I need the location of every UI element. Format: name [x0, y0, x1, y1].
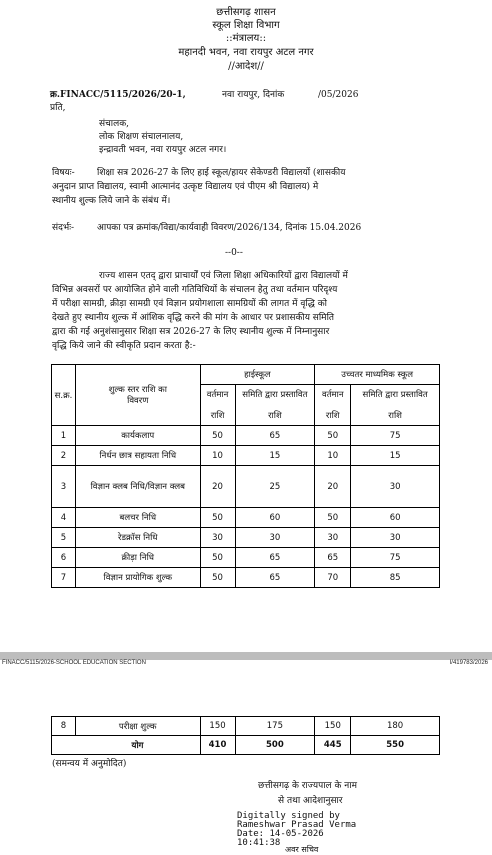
fee-table [51, 364, 440, 588]
cell-hss-proposed: 180 [351, 717, 440, 736]
footer-receipt-number: I/419783/2026 [449, 660, 488, 666]
header-hs-proposed: समिति द्वारा प्रस्तावित राशि [235, 385, 315, 426]
header-ministry: ::मंत्रालय:: [225, 33, 267, 44]
subject-line-1: शिक्षा सत्र 2026-27 के लिए हाई स्कूल/हायर सेकेण्डरी विद्यालयों (शासकीय [97, 168, 346, 178]
signature-line-1: Digitally signed by [237, 811, 340, 821]
subject-line-3: स्थानीय शुल्क लिये जाने के संबंध में। [52, 196, 171, 206]
approval-note: (समन्वय में अनुमोदित) [52, 759, 127, 769]
cell-hss-proposed: 30 [351, 466, 440, 508]
body-line-1: राज्य शासन एतद् द्वारा प्राचार्यों एवं जिला शिक्षा अधिकारियों द्वारा विद्यालयों में [99, 271, 348, 281]
cell-sno: 2 [52, 446, 76, 466]
cell-hss-current: 50 [315, 508, 351, 528]
cell-hs-current: 50 [200, 548, 235, 568]
table-row [52, 426, 440, 446]
footer-file-reference: FINACC/5115/2026-SCHOOL EDUCATION SECTION [2, 660, 146, 666]
address-line-1: संचालक, [99, 119, 130, 129]
cell-hss-current: 20 [315, 466, 351, 508]
cell-total-hss-current: 445 [315, 736, 351, 755]
cell-sno: 3 [52, 466, 76, 508]
address-line-3: इन्द्रावती भवन, नवा रायपुर अटल नगर। [99, 145, 227, 155]
signature-designation: अवर सचिव [285, 845, 319, 854]
cell-name: बलचर निधि [75, 508, 200, 528]
table-total-row [52, 736, 440, 755]
cell-name: रेडक्रॉस निधि [75, 528, 200, 548]
cell-sno: 7 [52, 568, 76, 588]
cell-hs-proposed: 15 [235, 446, 315, 466]
cell-hss-proposed: 75 [351, 548, 440, 568]
table-row [52, 568, 440, 588]
signoff-line-1: छत्तीसगढ़ के राज्यपाल के नाम [258, 781, 357, 791]
cell-sno: 8 [52, 717, 76, 736]
cell-hss-current: 150 [315, 717, 351, 736]
signature-date: Date: 14-05-2026 [237, 829, 324, 839]
cell-name: विज्ञान प्रायोगिक शुल्क [75, 568, 200, 588]
cell-total-hs-current: 410 [200, 736, 235, 755]
table-row [52, 446, 440, 466]
cell-hs-proposed: 175 [235, 717, 315, 736]
cell-hs-current: 10 [200, 446, 235, 466]
header-fee-description: शुल्क स्तर राशि का विवरण [75, 365, 200, 426]
cell-hs-proposed: 65 [235, 568, 315, 588]
header-hss-current: वर्तमान राशि [315, 385, 351, 426]
document-page-2 [0, 660, 492, 852]
cell-hss-current: 50 [315, 426, 351, 446]
cell-hss-current: 30 [315, 528, 351, 548]
cell-hss-proposed: 15 [351, 446, 440, 466]
reference-label: संदर्भः- [52, 223, 75, 233]
header-sno: स.क्र. [52, 365, 76, 426]
cell-total-hss-proposed: 550 [351, 736, 440, 755]
cell-hs-proposed: 65 [235, 426, 315, 446]
cell-hs-proposed: 25 [235, 466, 315, 508]
cell-hs-current: 50 [200, 508, 235, 528]
cell-total-label: योग [75, 736, 200, 755]
page-separator [0, 652, 492, 660]
cell-hs-proposed: 60 [235, 508, 315, 528]
cell-hs-current: 150 [200, 717, 235, 736]
cell-sno: 5 [52, 528, 76, 548]
header-hss-proposed: समिति द्वारा प्रस्तावित राशि [351, 385, 440, 426]
table-header-row-1 [52, 365, 440, 385]
cell-name: विज्ञान क्लब निधि/विज्ञान क्लब [75, 466, 200, 508]
header-address: महानदी भवन, नवा रायपुर अटल नगर [178, 47, 314, 58]
cell-sno: 1 [52, 426, 76, 446]
table-row [52, 717, 440, 736]
body-line-2: विभिन्न अवसरों पर आयोजित होने वाली गतिविधियों के संचालन हेतु तथा वर्तमान परिदृश्य [52, 285, 338, 295]
cell-hss-current: 65 [315, 548, 351, 568]
header-high-school: हाईस्कूल [200, 365, 315, 385]
body-line-6: वृद्धि किये जाने की स्वीकृति प्रदान करता है:- [52, 341, 196, 351]
cell-hss-proposed: 30 [351, 528, 440, 548]
table-row [52, 528, 440, 548]
prati-label: प्रति, [50, 103, 66, 113]
body-line-3: में परीक्षा सामग्री, क्रीड़ा सामग्री एवं विज्ञान प्रयोगशाला सामग्रियों की लागत में वृद्धि को [52, 299, 327, 309]
cell-hss-proposed: 60 [351, 508, 440, 528]
subject-line-2: अनुदान प्राप्त विद्यालय, स्वामी आत्मानंद उत्कृष्ट विद्यालय एवं पीएम श्री विद्यालय) मे [52, 182, 319, 192]
cell-name: निर्धन छात्र सहायता निधि [75, 446, 200, 466]
table-row [52, 548, 440, 568]
cell-name: क्रीड़ा निधि [75, 548, 200, 568]
cell-hs-current: 50 [200, 426, 235, 446]
reference-text: आपका पत्र क्रमांक/विद्या/कार्यवाही विवरण/2026/134, दिनांक 15.04.2026 [97, 223, 362, 233]
order-place-date: नवा रायपुर, दिनांक [222, 90, 285, 100]
cell-name: कार्यकलाप [75, 426, 200, 446]
header-order-title: //आदेश// [228, 61, 264, 72]
cell-hs-proposed: 65 [235, 548, 315, 568]
cell-sno: 4 [52, 508, 76, 528]
address-line-2: लोक शिक्षण संचालनालय, [99, 132, 184, 142]
cell-hss-proposed: 75 [351, 426, 440, 446]
cell-sno: 6 [52, 548, 76, 568]
cell-hs-proposed: 30 [235, 528, 315, 548]
cell-hs-current: 20 [200, 466, 235, 508]
table-row [52, 466, 440, 508]
cell-total-hs-proposed: 500 [235, 736, 315, 755]
header-department: स्कूल शिक्षा विभाग [212, 20, 280, 31]
cell-hss-current: 10 [315, 446, 351, 466]
body-line-5: द्वारा की गई अनुशंसानुसार शिक्षा सत्र 2026-27 के लिए स्थानीय शुल्क में निम्नानुसार [52, 327, 330, 337]
table-row [52, 508, 440, 528]
signature-time: 10:41:38 [237, 838, 281, 848]
header-government: छत्तीसगढ़ शासन [216, 7, 276, 18]
cell-name: परीक्षा शुल्क [75, 717, 200, 736]
body-line-4: देखते हुए स्थानीय शुल्क में आंशिक वृद्धि करने की मांग के आधार पर प्रशासकीय समिति [52, 313, 335, 323]
cell-hss-current: 70 [315, 568, 351, 588]
subject-label: विषयः- [52, 168, 75, 178]
signature-name: Rameshwar Prasad Verma [237, 820, 357, 830]
header-hs-current: वर्तमान राशि [200, 385, 235, 426]
order-date: /05/2026 [318, 90, 359, 100]
fee-table-continued [51, 716, 440, 755]
cell-hs-current: 30 [200, 528, 235, 548]
cell-blank [52, 736, 76, 755]
header-higher-secondary: उच्चतर माध्यमिक स्कूल [315, 365, 440, 385]
order-number: क्र.FINACC/5115/2026/20-1, [50, 90, 186, 100]
divider: --0-- [225, 248, 243, 258]
cell-hss-proposed: 85 [351, 568, 440, 588]
signoff-line-2: से तथा आदेशानुसार [278, 796, 343, 806]
cell-hs-current: 50 [200, 568, 235, 588]
